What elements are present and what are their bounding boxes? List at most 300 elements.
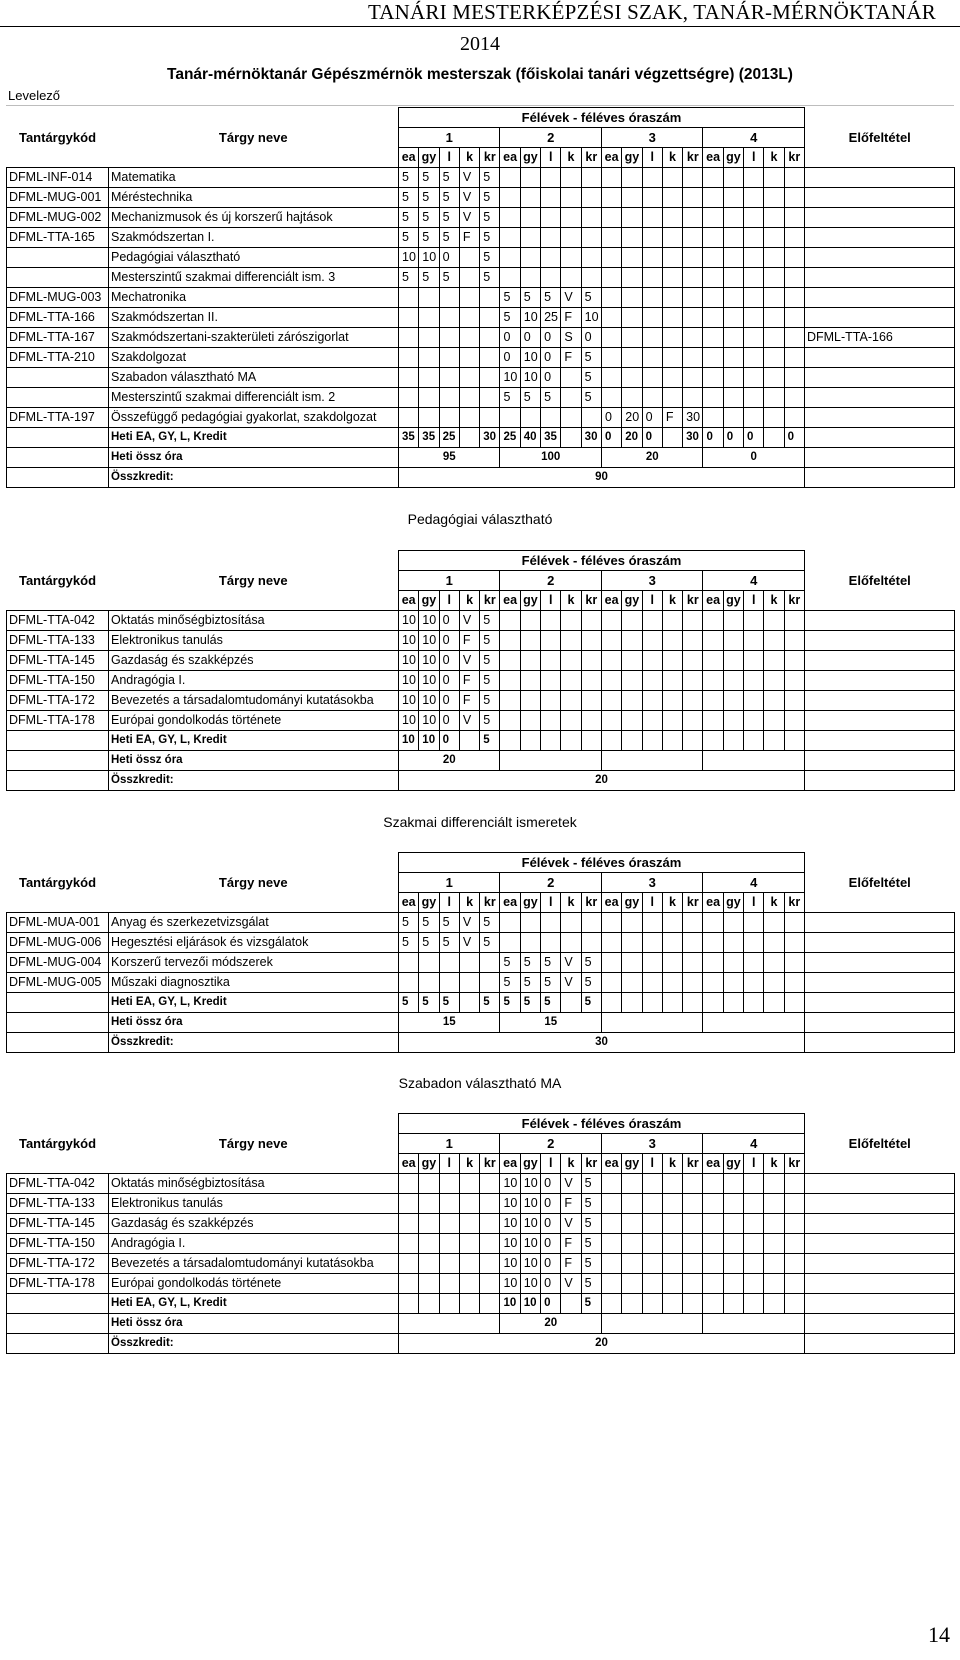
hours-cell bbox=[520, 691, 540, 711]
hours-cell: 0 bbox=[541, 1234, 561, 1254]
hours-cell bbox=[662, 651, 682, 671]
subcolumn-header: l bbox=[439, 591, 459, 611]
hours-cell: 10 bbox=[399, 691, 419, 711]
weekly-total-cell bbox=[500, 751, 601, 771]
hours-cell bbox=[480, 1234, 500, 1254]
hours-cell bbox=[419, 1194, 439, 1214]
hours-cell: 10 bbox=[500, 1214, 520, 1234]
table-row bbox=[7, 188, 955, 208]
hours-cell: 5 bbox=[399, 228, 419, 248]
hours-cell bbox=[642, 248, 662, 268]
hours-cell: F bbox=[561, 1254, 581, 1274]
hours-cell bbox=[642, 691, 662, 711]
hours-cell bbox=[541, 631, 561, 651]
hours-cell bbox=[459, 1234, 479, 1254]
hours-cell bbox=[561, 188, 581, 208]
course-name: Szabadon választható MA bbox=[109, 368, 399, 388]
hours-cell bbox=[419, 973, 439, 993]
hours-cell bbox=[784, 711, 804, 731]
hours-cell bbox=[541, 228, 561, 248]
hours-cell bbox=[622, 691, 642, 711]
hours-cell: 5 bbox=[581, 1274, 601, 1294]
hours-cell bbox=[744, 953, 764, 973]
hours-cell: V bbox=[459, 208, 479, 228]
weekly-summary-cell: 5 bbox=[581, 1294, 601, 1314]
hours-cell bbox=[399, 388, 419, 408]
weekly-summary-cell: 30 bbox=[581, 428, 601, 448]
semester-header-1: 1 bbox=[399, 1134, 500, 1154]
hours-cell bbox=[723, 933, 743, 953]
course-code: DFML-INF-014 bbox=[7, 168, 109, 188]
table-row bbox=[7, 711, 955, 731]
hours-cell bbox=[703, 328, 723, 348]
hours-cell bbox=[601, 933, 621, 953]
hours-cell bbox=[784, 248, 804, 268]
weekly-summary-cell: 0 bbox=[723, 428, 743, 448]
hours-cell bbox=[683, 1174, 703, 1194]
hours-cell: 5 bbox=[480, 691, 500, 711]
hours-cell: 5 bbox=[581, 288, 601, 308]
hours-cell bbox=[784, 913, 804, 933]
hours-cell: F bbox=[459, 228, 479, 248]
subcolumn-header: k bbox=[662, 893, 682, 913]
hours-cell bbox=[662, 611, 682, 631]
semester-header-4: 4 bbox=[703, 873, 805, 893]
hours-cell bbox=[744, 228, 764, 248]
prerequisite bbox=[804, 288, 954, 308]
hours-cell bbox=[642, 611, 662, 631]
hours-cell bbox=[764, 248, 784, 268]
total-credits-label: Összkredit: bbox=[109, 468, 399, 488]
hours-cell bbox=[723, 973, 743, 993]
hours-cell bbox=[703, 1274, 723, 1294]
course-code bbox=[7, 248, 109, 268]
subcolumn-header: kr bbox=[683, 148, 703, 168]
hours-cell bbox=[764, 651, 784, 671]
hours-cell bbox=[439, 408, 459, 428]
course-name: Európai gondolkodás története bbox=[109, 711, 399, 731]
prerequisite bbox=[804, 188, 954, 208]
hours-cell bbox=[764, 348, 784, 368]
weekly-total-row bbox=[7, 1013, 955, 1033]
hours-cell bbox=[723, 651, 743, 671]
hours-cell bbox=[683, 973, 703, 993]
hours-cell bbox=[764, 953, 784, 973]
weekly-summary-cell bbox=[622, 1294, 642, 1314]
hours-cell bbox=[561, 671, 581, 691]
hours-cell bbox=[662, 228, 682, 248]
hours-cell bbox=[764, 631, 784, 651]
subcolumn-header: l bbox=[642, 1154, 662, 1174]
weekly-summary-cell: 5 bbox=[480, 731, 500, 751]
hours-cell bbox=[439, 953, 459, 973]
hours-cell: 10 bbox=[419, 248, 439, 268]
hours-cell bbox=[723, 1214, 743, 1234]
course-code: DFML-TTA-133 bbox=[7, 1194, 109, 1214]
subcolumn-header: k bbox=[561, 1154, 581, 1174]
hours-cell bbox=[419, 1254, 439, 1274]
hours-cell bbox=[500, 208, 520, 228]
hours-cell bbox=[744, 308, 764, 328]
hours-cell bbox=[784, 308, 804, 328]
weekly-summary-cell: 30 bbox=[683, 428, 703, 448]
column-header-prereq: Előfeltétel bbox=[848, 130, 911, 145]
course-name: Összefüggő pedagógiai gyakorlat, szakdolgozat bbox=[109, 408, 399, 428]
hours-cell bbox=[500, 168, 520, 188]
hours-cell bbox=[459, 348, 479, 368]
hours-cell bbox=[541, 671, 561, 691]
weekly-summary-cell: 0 bbox=[642, 428, 662, 448]
hours-cell bbox=[642, 348, 662, 368]
hours-cell bbox=[744, 973, 764, 993]
hours-cell bbox=[500, 913, 520, 933]
subcolumn-header: kr bbox=[581, 591, 601, 611]
hours-cell bbox=[683, 288, 703, 308]
header-row-subcolumns bbox=[7, 148, 955, 168]
hours-cell bbox=[500, 408, 520, 428]
hours-cell bbox=[419, 408, 439, 428]
hours-cell bbox=[764, 1174, 784, 1194]
course-code: DFML-TTA-166 bbox=[7, 308, 109, 328]
subcolumn-header: k bbox=[764, 893, 784, 913]
hours-cell: 0 bbox=[520, 328, 540, 348]
weekly-summary-cell: 0 bbox=[439, 731, 459, 751]
header-row-semesters bbox=[7, 571, 955, 591]
hours-cell bbox=[662, 691, 682, 711]
subcolumn-header: l bbox=[439, 1154, 459, 1174]
table-row bbox=[7, 208, 955, 228]
hours-cell bbox=[622, 1274, 642, 1294]
course-code: DFML-TTA-210 bbox=[7, 348, 109, 368]
semester-header-4: 4 bbox=[703, 571, 805, 591]
hours-cell bbox=[662, 1214, 682, 1234]
hours-cell bbox=[419, 288, 439, 308]
hours-cell bbox=[683, 388, 703, 408]
weekly-summary-cell: 0 bbox=[703, 428, 723, 448]
subcolumn-header: gy bbox=[520, 893, 540, 913]
hours-cell bbox=[784, 288, 804, 308]
hours-cell bbox=[723, 368, 743, 388]
hours-cell: F bbox=[459, 631, 479, 651]
hours-cell bbox=[784, 953, 804, 973]
weekly-summary-cell bbox=[480, 1294, 500, 1314]
hours-cell bbox=[520, 651, 540, 671]
hours-cell bbox=[683, 308, 703, 328]
hours-cell bbox=[703, 1194, 723, 1214]
hours-cell bbox=[622, 631, 642, 651]
weekly-summary-cell bbox=[784, 1294, 804, 1314]
semester-header-1: 1 bbox=[399, 128, 500, 148]
hours-cell bbox=[561, 368, 581, 388]
weekly-total-row bbox=[7, 751, 955, 771]
hours-cell: 10 bbox=[419, 631, 439, 651]
hours-cell: 5 bbox=[480, 671, 500, 691]
subcolumn-header: k bbox=[662, 1154, 682, 1174]
hours-cell bbox=[764, 1254, 784, 1274]
subcolumn-header: k bbox=[459, 148, 479, 168]
subcolumn-header: kr bbox=[581, 893, 601, 913]
prerequisite bbox=[804, 1234, 954, 1254]
hours-cell: 10 bbox=[520, 1194, 540, 1214]
hours-cell bbox=[703, 188, 723, 208]
header-row-semesters-label bbox=[7, 853, 955, 873]
hours-cell bbox=[703, 1254, 723, 1274]
hours-cell bbox=[480, 388, 500, 408]
hours-cell: 10 bbox=[520, 1174, 540, 1194]
hours-cell bbox=[439, 973, 459, 993]
hours-cell bbox=[784, 671, 804, 691]
hours-cell bbox=[703, 388, 723, 408]
subcolumn-header: gy bbox=[419, 591, 439, 611]
hours-cell bbox=[723, 168, 743, 188]
course-name: Gazdaság és szakképzés bbox=[109, 651, 399, 671]
hours-cell bbox=[744, 388, 764, 408]
hours-cell bbox=[683, 268, 703, 288]
total-credits-row bbox=[7, 1334, 955, 1354]
total-credits-value: 20 bbox=[399, 771, 805, 791]
hours-cell bbox=[399, 1214, 419, 1234]
weekly-summary-cell bbox=[703, 731, 723, 751]
hours-cell: 0 bbox=[439, 248, 459, 268]
hours-cell: F bbox=[662, 408, 682, 428]
hours-cell bbox=[764, 1274, 784, 1294]
hours-cell bbox=[662, 1194, 682, 1214]
subcolumn-header: k bbox=[561, 591, 581, 611]
weekly-summary-cell bbox=[764, 993, 784, 1013]
weekly-summary-cell bbox=[601, 993, 621, 1013]
hours-cell bbox=[723, 1174, 743, 1194]
semester-header-2: 2 bbox=[500, 873, 601, 893]
hours-cell: 5 bbox=[419, 228, 439, 248]
table-row bbox=[7, 1234, 955, 1254]
hours-cell bbox=[459, 408, 479, 428]
table-row bbox=[7, 651, 955, 671]
hours-cell bbox=[764, 1194, 784, 1214]
hours-cell: 5 bbox=[399, 168, 419, 188]
hours-cell bbox=[683, 651, 703, 671]
hours-cell: 5 bbox=[520, 953, 540, 973]
hours-cell bbox=[784, 691, 804, 711]
hours-cell bbox=[642, 913, 662, 933]
course-code bbox=[7, 368, 109, 388]
hours-cell bbox=[459, 308, 479, 328]
semester-header-3: 3 bbox=[601, 1134, 702, 1154]
hours-cell: 0 bbox=[541, 328, 561, 348]
course-name: Bevezetés a társadalomtudományi kutatásokba bbox=[109, 691, 399, 711]
prerequisite bbox=[804, 671, 954, 691]
table-row bbox=[7, 953, 955, 973]
weekly-summary-cell bbox=[662, 1294, 682, 1314]
hours-cell bbox=[622, 348, 642, 368]
subcolumn-header: kr bbox=[784, 1154, 804, 1174]
hours-cell bbox=[744, 248, 764, 268]
hours-cell bbox=[399, 288, 419, 308]
subcolumn-header: l bbox=[642, 591, 662, 611]
hours-cell bbox=[723, 913, 743, 933]
subcolumn-header: l bbox=[744, 893, 764, 913]
table-row bbox=[7, 671, 955, 691]
weekly-summary-row bbox=[7, 993, 955, 1013]
table-row bbox=[7, 248, 955, 268]
study-mode-label: Levelező bbox=[8, 88, 61, 103]
weekly-summary-cell bbox=[459, 993, 479, 1013]
hours-cell bbox=[683, 913, 703, 933]
hours-cell bbox=[520, 208, 540, 228]
weekly-summary-cell: 0 bbox=[601, 428, 621, 448]
hours-cell bbox=[764, 388, 784, 408]
prerequisite bbox=[804, 691, 954, 711]
hours-cell bbox=[662, 248, 682, 268]
hours-cell bbox=[744, 368, 764, 388]
table-row bbox=[7, 691, 955, 711]
hours-cell bbox=[601, 168, 621, 188]
hours-cell: 5 bbox=[439, 268, 459, 288]
hours-cell bbox=[683, 248, 703, 268]
hours-cell: 5 bbox=[520, 288, 540, 308]
course-code: DFML-MUA-001 bbox=[7, 913, 109, 933]
hours-cell bbox=[784, 328, 804, 348]
hours-cell bbox=[703, 711, 723, 731]
subcolumn-header: l bbox=[439, 893, 459, 913]
hours-cell: V bbox=[459, 611, 479, 631]
hours-cell bbox=[683, 671, 703, 691]
hours-cell: 0 bbox=[500, 348, 520, 368]
hours-cell bbox=[459, 248, 479, 268]
hours-cell bbox=[642, 671, 662, 691]
weekly-total-label: Heti össz óra bbox=[109, 448, 399, 468]
hours-cell bbox=[601, 208, 621, 228]
weekly-summary-row bbox=[7, 731, 955, 751]
hours-cell bbox=[439, 1214, 459, 1234]
hours-cell bbox=[500, 631, 520, 651]
course-code: DFML-TTA-042 bbox=[7, 611, 109, 631]
hours-cell bbox=[601, 1254, 621, 1274]
hours-cell bbox=[480, 953, 500, 973]
hours-cell bbox=[744, 1274, 764, 1294]
hours-cell bbox=[703, 228, 723, 248]
table-row bbox=[7, 611, 955, 631]
weekly-summary-cell bbox=[744, 731, 764, 751]
header-row-semesters bbox=[7, 1134, 955, 1154]
hours-cell: V bbox=[561, 1274, 581, 1294]
subcolumn-header: ea bbox=[399, 148, 419, 168]
hours-cell bbox=[561, 208, 581, 228]
column-header-code: Tantárgykód bbox=[18, 1136, 97, 1151]
hours-cell: 5 bbox=[480, 711, 500, 731]
hours-cell: 5 bbox=[399, 268, 419, 288]
hours-cell: 5 bbox=[480, 228, 500, 248]
course-code: DFML-TTA-197 bbox=[7, 408, 109, 428]
hours-cell: 5 bbox=[500, 388, 520, 408]
course-name: Pedagógiai választható bbox=[109, 248, 399, 268]
hours-cell bbox=[622, 308, 642, 328]
hours-cell: 5 bbox=[500, 953, 520, 973]
hours-cell bbox=[561, 268, 581, 288]
hours-cell bbox=[459, 1254, 479, 1274]
hours-cell: 10 bbox=[399, 631, 419, 651]
subcolumn-header: kr bbox=[581, 148, 601, 168]
prerequisite bbox=[804, 368, 954, 388]
weekly-summary-cell: 5 bbox=[581, 993, 601, 1013]
hours-cell bbox=[622, 208, 642, 228]
hours-cell bbox=[784, 1274, 804, 1294]
hours-cell bbox=[520, 168, 540, 188]
subcolumn-header: ea bbox=[601, 148, 621, 168]
hours-cell bbox=[601, 368, 621, 388]
hours-cell bbox=[561, 228, 581, 248]
hours-cell bbox=[703, 651, 723, 671]
hours-cell bbox=[642, 308, 662, 328]
hours-cell bbox=[480, 408, 500, 428]
subcolumn-header: k bbox=[459, 893, 479, 913]
hours-cell bbox=[744, 1254, 764, 1274]
hours-cell: V bbox=[459, 913, 479, 933]
hours-cell bbox=[642, 1274, 662, 1294]
hours-cell bbox=[723, 408, 743, 428]
hours-cell bbox=[764, 913, 784, 933]
prerequisite bbox=[804, 973, 954, 993]
course-code: DFML-MUG-006 bbox=[7, 933, 109, 953]
hours-cell bbox=[723, 953, 743, 973]
hours-cell bbox=[581, 248, 601, 268]
course-code: DFML-MUG-004 bbox=[7, 953, 109, 973]
table-row bbox=[7, 1194, 955, 1214]
hours-cell: 10 bbox=[419, 651, 439, 671]
hours-cell bbox=[764, 308, 784, 328]
prerequisite bbox=[804, 388, 954, 408]
semesters-label: Félévek - féléves óraszám bbox=[399, 551, 805, 571]
hours-cell: F bbox=[561, 1234, 581, 1254]
hours-cell bbox=[744, 288, 764, 308]
table-row bbox=[7, 973, 955, 993]
hours-cell bbox=[683, 1234, 703, 1254]
hours-cell: V bbox=[561, 1174, 581, 1194]
hours-cell bbox=[784, 1214, 804, 1234]
weekly-summary-cell bbox=[459, 731, 479, 751]
hours-cell bbox=[744, 631, 764, 651]
total-credits-value: 30 bbox=[399, 1033, 805, 1053]
weekly-total-cell: 0 bbox=[703, 448, 805, 468]
study-mode-rule bbox=[6, 105, 954, 106]
hours-cell: 5 bbox=[399, 188, 419, 208]
weekly-total-cell: 15 bbox=[399, 1013, 500, 1033]
hours-cell bbox=[399, 953, 419, 973]
hours-cell bbox=[764, 268, 784, 288]
header-rule bbox=[0, 26, 960, 27]
subcolumn-header: l bbox=[541, 893, 561, 913]
hours-cell bbox=[622, 288, 642, 308]
hours-cell bbox=[683, 328, 703, 348]
prerequisite bbox=[804, 631, 954, 651]
hours-cell bbox=[500, 611, 520, 631]
hours-cell bbox=[601, 228, 621, 248]
hours-cell bbox=[744, 168, 764, 188]
hours-cell bbox=[439, 348, 459, 368]
curriculum-table-szabadon bbox=[6, 1113, 955, 1354]
hours-cell bbox=[622, 168, 642, 188]
course-code: DFML-MUG-002 bbox=[7, 208, 109, 228]
column-header-name: Tárgy neve bbox=[218, 573, 288, 588]
hours-cell bbox=[744, 188, 764, 208]
hours-cell bbox=[480, 368, 500, 388]
hours-cell bbox=[642, 328, 662, 348]
course-code: DFML-MUG-005 bbox=[7, 973, 109, 993]
hours-cell bbox=[561, 691, 581, 711]
hours-cell bbox=[723, 1254, 743, 1274]
table-row bbox=[7, 913, 955, 933]
hours-cell bbox=[399, 348, 419, 368]
hours-cell bbox=[622, 328, 642, 348]
